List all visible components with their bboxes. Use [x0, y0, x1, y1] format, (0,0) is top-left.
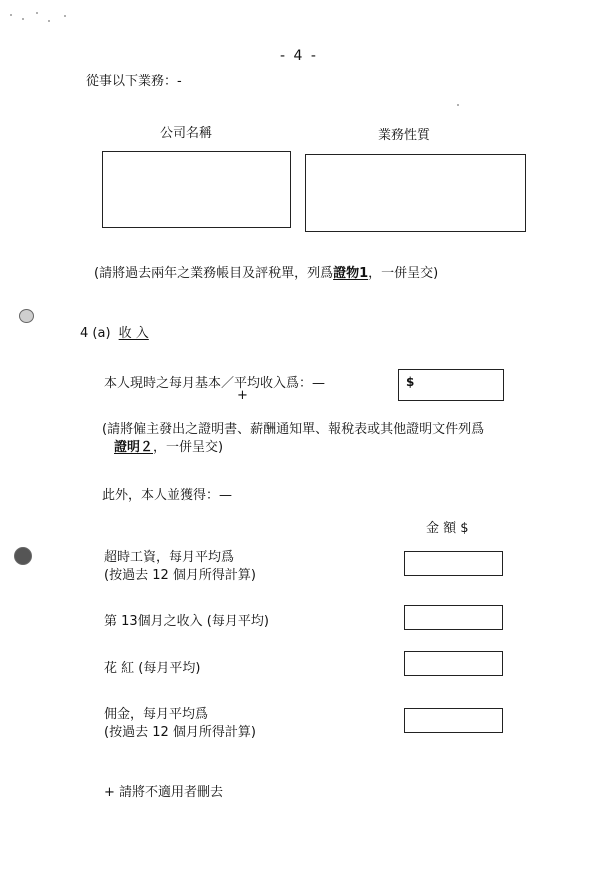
company-name-field[interactable] — [102, 151, 291, 228]
scan-speck — [48, 20, 50, 22]
income-note-line2 — [114, 436, 223, 455]
commission-sublabel: (按過去 12 個月所得計算) — [104, 725, 256, 740]
company-name-header: 公司名稱 — [160, 126, 213, 141]
scan-speck — [457, 104, 459, 106]
overtime-label: 超時工資，每月平均爲 — [104, 550, 235, 565]
thirteenth-month-amount-field[interactable] — [404, 605, 503, 630]
scan-speck — [22, 18, 24, 20]
income-note-line1: (請將僱主發出之證明書、薪酬通知單、報稅表或其他證明文件列爲 — [102, 422, 485, 437]
business-note — [94, 262, 438, 281]
intro-text: 從事以下業務：- — [86, 74, 182, 89]
commission-amount-field[interactable] — [404, 708, 503, 733]
monthly-income-field[interactable] — [398, 369, 504, 401]
bonus-amount-field[interactable] — [404, 651, 503, 676]
exhibit-1-label: 證物1 — [333, 266, 369, 281]
amount-header: 金 額 $ — [426, 521, 469, 536]
footnote: + 請將不適用者刪去 — [104, 785, 224, 800]
commission-label: 佣金，每月平均爲 — [104, 707, 209, 722]
section-number: 4 (a) — [80, 326, 111, 341]
punch-hole-top — [19, 309, 34, 323]
plus-mark: + — [237, 388, 248, 403]
business-note-text: (請將過去兩年之業務帳目及評稅單，列爲 — [94, 266, 334, 281]
business-nature-header: 業務性質 — [378, 128, 431, 143]
overtime-amount-field[interactable] — [404, 551, 503, 576]
thirteenth-month-label: 第 13個月之收入 (每月平均) — [104, 614, 269, 629]
income-note-end: ，一併呈交) — [153, 440, 224, 455]
proof-2-label: 證明２ — [114, 440, 154, 455]
section-title: 收 入 — [118, 326, 149, 341]
currency-symbol: $ — [406, 375, 415, 389]
section-4-heading — [80, 322, 149, 341]
business-nature-field[interactable] — [305, 154, 526, 232]
scan-speck — [10, 14, 12, 16]
monthly-income-label: 本人現時之每月基本／平均收入爲：— — [104, 376, 326, 391]
bonus-label: 花 紅 (每月平均) — [104, 661, 201, 676]
overtime-sublabel: (按過去 12 個月所得計算) — [104, 568, 256, 583]
scan-speck — [64, 15, 66, 17]
additional-income-intro: 此外，本人並獲得：— — [102, 488, 233, 503]
business-note-end: ，一併呈交) — [368, 266, 439, 281]
punch-hole-bottom — [14, 547, 32, 565]
scan-speck — [36, 12, 38, 14]
page-number: - 4 - — [280, 48, 318, 64]
